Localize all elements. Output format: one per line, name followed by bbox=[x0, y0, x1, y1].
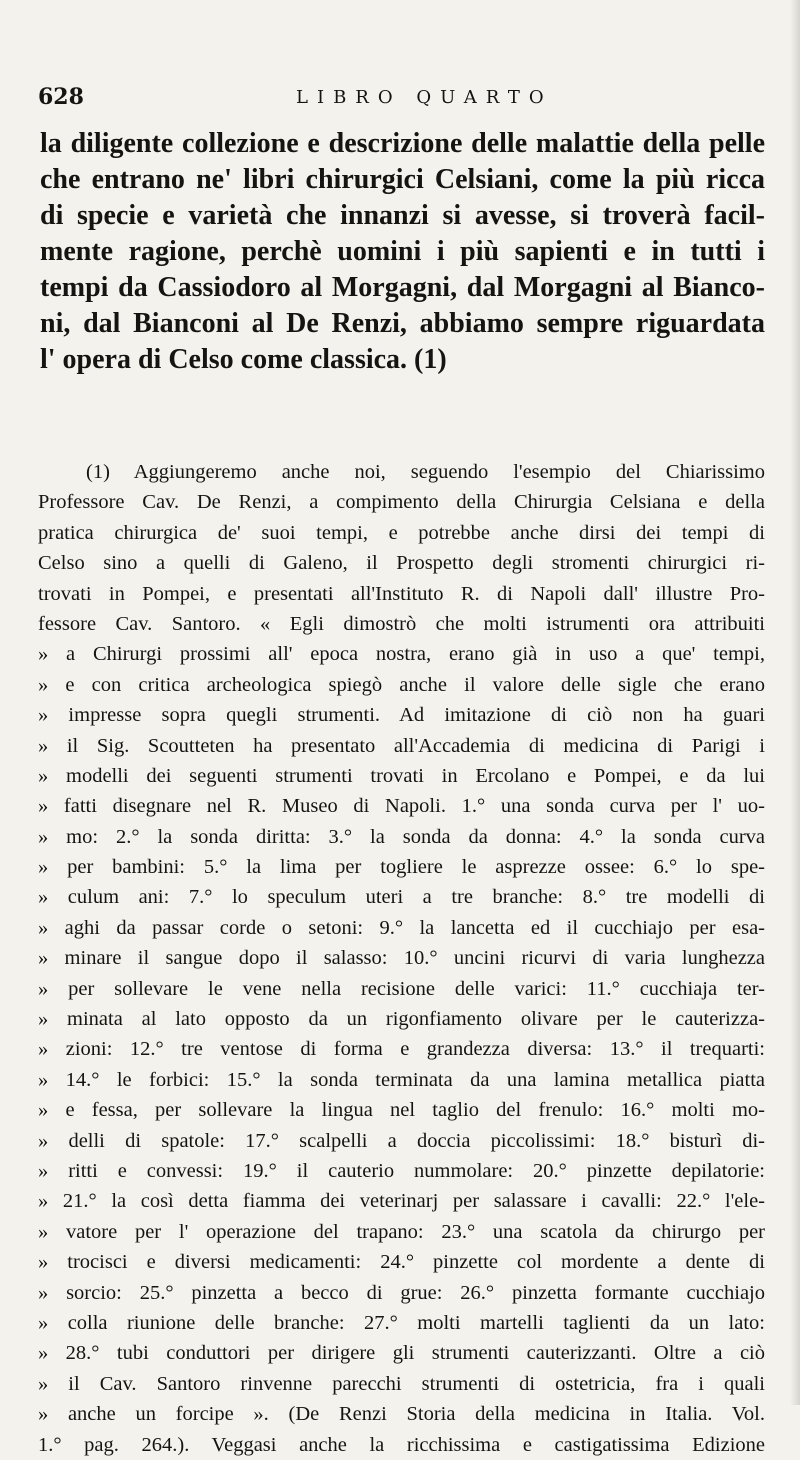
page-header bbox=[38, 84, 770, 118]
footnote-line: » ritti e convessi: 19.° il cauterio nummolare: 20.° pinzette depilatorie: bbox=[38, 1159, 765, 1182]
main-text-line: mente ragione, perchè uomini i più sapienti e in tutti i bbox=[40, 236, 765, 267]
footnote bbox=[38, 457, 765, 1460]
footnote-line: » modelli dei seguenti strumenti trovati in Ercolano e Pompei, e da lui bbox=[38, 764, 765, 787]
footnote-line: » vatore per l' operazione del trapano: 23.° una scatola da chirurgo per bbox=[38, 1220, 765, 1243]
footnote-line: Professore Cav. De Renzi, a compimento della Chirurgia Celsiana e della bbox=[38, 491, 765, 514]
footnote-line: pratica chirurgica de' suoi tempi, e potrebbe anche dirsi dei tempi di bbox=[38, 521, 765, 544]
main-text-line: la diligente collezione e descrizione delle malattie della pelle bbox=[40, 128, 765, 159]
running-head: LIBRO QUARTO bbox=[296, 87, 553, 108]
footnote-line: » anche un forcipe ». (De Renzi Storia della medicina in Italia. Vol. bbox=[38, 1403, 765, 1426]
footnote-line: » delli di spatole: 17.° scalpelli a doccia piccolissimi: 18.° bisturì di- bbox=[38, 1129, 765, 1152]
footnote-line: » fatti disegnare nel R. Museo di Napoli. 1.° una sonda curva per l' uo- bbox=[38, 795, 765, 818]
footnote-line: trovati in Pompei, e presentati all'Instituto R. di Napoli dall' illustre Pro- bbox=[38, 582, 765, 605]
footnote-line: » 14.° le forbici: 15.° la sonda terminata da una lamina metallica piatta bbox=[38, 1068, 765, 1091]
footnote-line: » impresse sopra quegli strumenti. Ad imitazione di ciò non ha guari bbox=[38, 704, 765, 727]
footnote-line: » colla riunione delle branche: 27.° molti martelli taglienti da un lato: bbox=[38, 1311, 765, 1334]
footnote-line: » zioni: 12.° tre ventose di forma e grandezza diversa: 13.° il trequarti: bbox=[38, 1038, 765, 1061]
footnote-line: (1) Aggiungeremo anche noi, seguendo l'esempio del Chiarissimo bbox=[86, 461, 765, 483]
footnote-line: » aghi da passar corde o setoni: 9.° la lancetta ed il cucchiajo per esa- bbox=[38, 916, 765, 939]
footnote-line: » e con critica archeologica spiegò anche il valore delle sigle che erano bbox=[38, 673, 765, 696]
footnote-line: Celso sino a quelli di Galeno, il Prospetto degli stromenti chirurgici ri- bbox=[38, 552, 765, 575]
footnote-line: » trocisci e diversi medicamenti: 24.° pinzette col mordente a dente di bbox=[38, 1251, 765, 1274]
footnote-line: » per sollevare le vene nella recisione delle varici: 11.° cucchiaja ter- bbox=[38, 977, 765, 1000]
footnote-line: 1.° pag. 264.). Veggasi anche la ricchissima e castigatissima Edizione bbox=[38, 1433, 765, 1456]
footnote-line: » a Chirurgi prossimi all' epoca nostra, erano già in uso a que' tempi, bbox=[38, 643, 765, 666]
footnote-line: » 21.° la così detta fiamma dei veterinarj per salassare i cavalli: 22.° l'ele- bbox=[38, 1190, 765, 1213]
footnote-line: » e fessa, per sollevare la lingua nel taglio del frenulo: 16.° molti mo- bbox=[38, 1099, 765, 1122]
page-edge-shadow bbox=[790, 0, 800, 1405]
main-text-line: tempi da Cassiodoro al Morgagni, dal Morgagni al Bianco- bbox=[40, 272, 765, 303]
footnote-line: » minare il sangue dopo il salasso: 10.° uncini ricurvi di varia lunghezza bbox=[38, 947, 765, 970]
footnote-line: fessore Cav. Santoro. « Egli dimostrò che molti istrumenti ora attribuiti bbox=[38, 612, 765, 635]
footnote-line: » il Cav. Santoro rinvenne parecchi strumenti di ostetricia, fra i quali bbox=[38, 1372, 765, 1395]
main-text-line: l' opera di Celso come classica. (1) bbox=[40, 344, 447, 375]
main-text-line: di specie e varietà che innanzi si avesse, si troverà facil- bbox=[40, 200, 765, 231]
footnote-line: » culum ani: 7.° lo speculum uteri a tre branche: 8.° tre modelli di bbox=[38, 886, 765, 909]
main-text-line: ni, dal Bianconi al De Renzi, abbiamo sempre riguardata bbox=[40, 308, 765, 339]
footnote-line: » 28.° tubi conduttori per dirigere gli strumenti cauterizzanti. Oltre a ciò bbox=[38, 1342, 765, 1365]
main-text bbox=[40, 126, 765, 378]
footnote-line: » sorcio: 25.° pinzetta a becco di grue: 26.° pinzetta formante cucchiajo bbox=[38, 1281, 765, 1304]
page-number: 628 bbox=[38, 84, 84, 110]
footnote-line: » il Sig. Scoutteten ha presentato all'Accademia di medicina di Parigi i bbox=[38, 734, 765, 757]
footnote-line: » per bambini: 5.° la lima per togliere le asprezze ossee: 6.° lo spe- bbox=[38, 856, 765, 879]
main-text-line: che entrano ne' libri chirurgici Celsiani, come la più ricca bbox=[40, 164, 765, 195]
footnote-line: » mo: 2.° la sonda diritta: 3.° la sonda da donna: 4.° la sonda curva bbox=[38, 825, 765, 848]
footnote-line: » minata al lato opposto da un rigonfiamento olivare per le cauterizza- bbox=[38, 1008, 765, 1031]
